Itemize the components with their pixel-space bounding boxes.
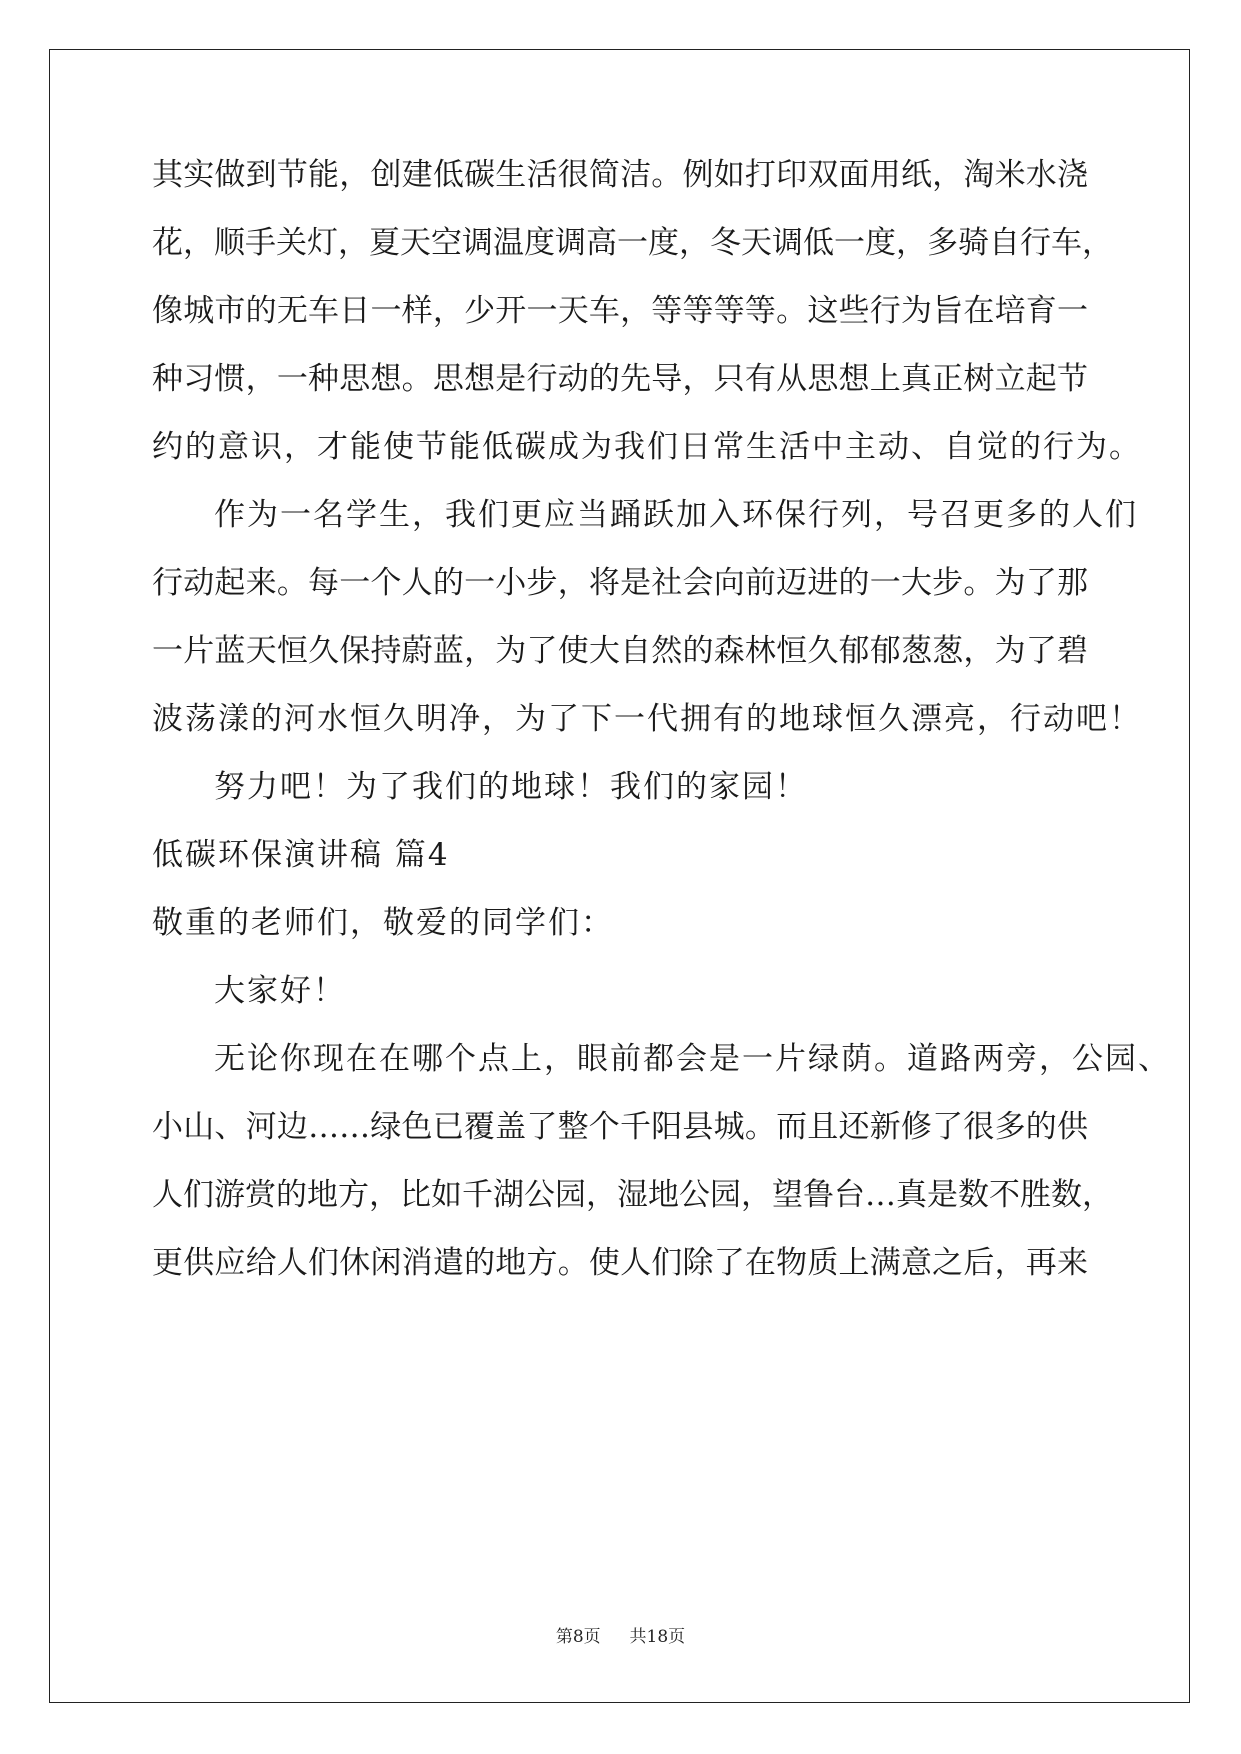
- section-heading: 低碳环保演讲稿 篇4: [152, 837, 450, 873]
- page-number: 第8页: [555, 1627, 601, 1647]
- body-line-1: 其实做到节能，创建低碳生活很简洁。例如打印双面用纸，淘米水浇: [152, 157, 1088, 193]
- page-total: 共18页: [629, 1627, 686, 1647]
- body-line-8: 一片蓝天恒久保持蔚蓝，为了使大自然的森林恒久郁郁葱葱，为了碧: [152, 633, 1088, 669]
- greeting: 大家好！: [214, 973, 346, 1009]
- body-line-10: 努力吧！为了我们的地球！我们的家园！: [214, 769, 808, 805]
- body-line-6: 作为一名学生，我们更应当踊跃加入环保行列，号召更多的人们: [214, 497, 1138, 533]
- body-line-7: 行动起来。每一个人的一小步，将是社会向前迈进的一大步。为了那: [152, 565, 1088, 601]
- body-line-2: 花，顺手关灯，夏天空调温度调高一度，冬天调低一度，多骑自行车，: [152, 225, 1113, 261]
- body-line-15: 小山、河边……绿色已覆盖了整个千阳县城。而且还新修了很多的供: [152, 1109, 1088, 1145]
- body-line-5: 约的意识，才能使节能低碳成为我们日常生活中主动、自觉的行为。: [152, 429, 1142, 465]
- body-line-17: 更供应给人们休闲消遣的地方。使人们除了在物质上满意之后，再来: [152, 1245, 1088, 1281]
- salutation: 敬重的老师们，敬爱的同学们：: [152, 905, 614, 941]
- body-line-3: 像城市的无车日一样，少开一天车，等等等等。这些行为旨在培育一: [152, 293, 1088, 329]
- body-line-9: 波荡漾的河水恒久明净，为了下一代拥有的地球恒久漂亮，行动吧！: [152, 701, 1142, 737]
- body-line-4: 种习惯，一种思想。思想是行动的先导，只有从思想上真正树立起节: [152, 361, 1088, 397]
- body-line-16: 人们游赏的地方，比如千湖公园，湿地公园，望鲁台…真是数不胜数，: [152, 1177, 1113, 1213]
- body-line-14: 无论你现在在哪个点上，眼前都会是一片绿荫。道路两旁，公园、: [214, 1041, 1171, 1077]
- page-footer: [0, 1625, 1241, 1649]
